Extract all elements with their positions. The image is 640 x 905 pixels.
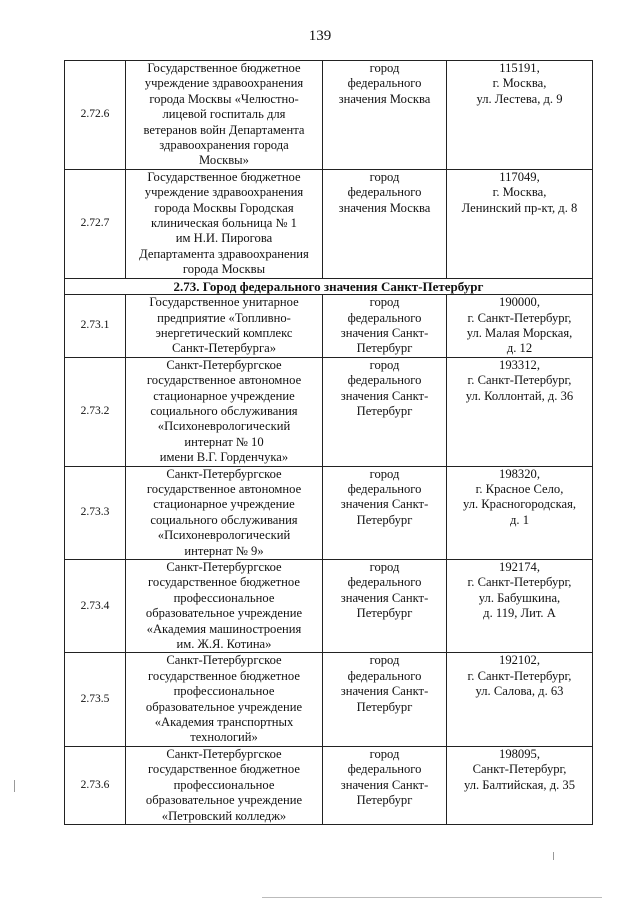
address-line: 198095, <box>499 746 540 761</box>
table-row <box>65 653 593 746</box>
scan-mark-left <box>14 780 15 792</box>
institution-name-line: интернат № 10 <box>184 434 264 449</box>
institution-name-line: стационарное учреждение <box>153 497 295 512</box>
region-name-line: значения Санкт- <box>340 777 429 792</box>
institution-name-line: им. Ж.Я. Котина» <box>176 637 272 652</box>
section-row <box>65 278 593 294</box>
row-number: 2.73.6 <box>65 746 126 824</box>
address-cell <box>447 357 593 466</box>
address-cell <box>447 295 593 358</box>
institution-name-line: государственное бюджетное <box>148 762 300 777</box>
region-name-line: город <box>369 357 400 372</box>
address-line: г. Красное Село, <box>475 481 564 496</box>
address-line: ул. Балтийская, д. 35 <box>463 777 576 792</box>
institution-name-line: стационарное учреждение <box>153 388 295 403</box>
region-name-line: значения Санкт- <box>340 388 429 403</box>
registry-table <box>64 60 593 825</box>
institution-name-line: Государственное унитарное <box>149 295 299 310</box>
institution-name-line: клиническая больница № 1 <box>151 216 297 231</box>
institution-name-line: Санкт-Петербургское <box>166 466 282 481</box>
table-row <box>65 466 593 559</box>
region-name-line: значения Санкт- <box>340 590 429 605</box>
region-name-cell <box>323 466 447 559</box>
page-number: 139 <box>308 28 332 44</box>
row-number: 2.73.5 <box>65 653 126 746</box>
region-name-line: значения Санкт- <box>340 684 429 699</box>
region-name-line: значения Москва <box>338 200 431 215</box>
institution-name-line: Санкт-Петербургское <box>166 746 282 761</box>
address-line: ул. Салова, д. 63 <box>475 684 564 699</box>
region-name-cell <box>323 61 447 170</box>
address-line: ул. Бабушкина, <box>478 590 561 605</box>
address-line: д. 12 <box>506 341 533 356</box>
row-number: 2.73.2 <box>65 357 126 466</box>
region-name-line: Петербург <box>356 403 413 418</box>
region-name-cell <box>323 169 447 278</box>
scan-mark-right <box>553 852 554 860</box>
region-name-cell <box>323 295 447 358</box>
region-name-cell <box>323 560 447 653</box>
address-cell <box>447 746 593 824</box>
region-name-cell <box>323 746 447 824</box>
institution-name-line: города Москвы «Челюстно- <box>149 91 299 106</box>
institution-name-line: города Москвы <box>182 262 266 277</box>
region-name-line: город <box>369 746 400 761</box>
table-row <box>65 61 593 170</box>
address-cell <box>447 169 593 278</box>
region-name-line: федерального <box>347 668 422 683</box>
address-line: 117049, <box>499 169 540 184</box>
address-line: г. Санкт-Петербург, <box>467 310 572 325</box>
region-name-line: федерального <box>347 373 422 388</box>
institution-name-line: профессиональное <box>173 684 275 699</box>
address-line: 115191, <box>499 61 540 75</box>
address-line: д. 1 <box>509 512 529 527</box>
institution-name-line: Санкт-Петербурга» <box>171 341 277 356</box>
table-row <box>65 746 593 824</box>
address-cell <box>447 653 593 746</box>
institution-name-line: Государственное бюджетное <box>147 61 301 75</box>
institution-name-line: технологий» <box>190 730 258 745</box>
address-line: 193312, <box>499 357 540 372</box>
institution-name-cell <box>126 169 323 278</box>
institution-name-cell <box>126 560 323 653</box>
institution-name-line: профессиональное <box>173 777 275 792</box>
row-number: 2.73.3 <box>65 466 126 559</box>
institution-name-line: Санкт-Петербургское <box>166 357 282 372</box>
institution-name-line: лицевой госпиталь для <box>162 107 286 122</box>
institution-name-line: ветеранов войн Департамента <box>143 122 305 137</box>
table-row <box>65 357 593 466</box>
address-line: 192174, <box>499 560 540 574</box>
address-cell <box>447 466 593 559</box>
region-name-cell <box>323 653 447 746</box>
institution-name-line: государственное автономное <box>146 481 302 496</box>
region-name-line: значения Санкт- <box>340 325 429 340</box>
institution-name-cell <box>126 746 323 824</box>
address-line: 192102, <box>499 653 540 668</box>
table-row <box>65 295 593 358</box>
table-row <box>65 169 593 278</box>
address-line: ул. Лестева, д. 9 <box>476 91 563 106</box>
region-name-line: город <box>369 653 400 668</box>
address-cell <box>447 61 593 170</box>
rows-moscow <box>65 61 593 279</box>
institution-name-line: «Петровский колледж» <box>161 808 287 823</box>
address-line: ул. Малая Морская, <box>466 325 573 340</box>
region-name-line: Петербург <box>356 606 413 621</box>
address-line: г. Санкт-Петербург, <box>467 668 572 683</box>
section-block <box>65 278 593 294</box>
address-line: ул. Коллонтай, д. 36 <box>465 388 574 403</box>
section-heading: 2.73. Город федерального значения Санкт-Петербург <box>65 278 593 294</box>
institution-name-line: государственное автономное <box>146 373 302 388</box>
institution-name-line: города Москвы Городская <box>154 200 294 215</box>
institution-name-line: государственное бюджетное <box>148 575 300 590</box>
region-name-line: Петербург <box>356 512 413 527</box>
row-number: 2.73.4 <box>65 560 126 653</box>
region-name-line: Петербург <box>356 341 413 356</box>
institution-name-line: им Н.И. Пирогова <box>175 231 273 246</box>
region-name-line: город <box>369 466 400 481</box>
address-line: г. Москва, <box>492 76 547 91</box>
institution-name-line: учреждение здравоохранения <box>144 76 304 91</box>
institution-name-line: социального обслуживания <box>150 512 298 527</box>
region-name-line: федерального <box>347 310 422 325</box>
region-name-line: город <box>369 560 400 574</box>
institution-name-line: здравоохранения города <box>159 138 289 153</box>
region-name-line: федерального <box>347 185 422 200</box>
institution-name-cell <box>126 61 323 170</box>
institution-name-line: профессиональное <box>173 590 275 605</box>
region-name-line: федерального <box>347 762 422 777</box>
institution-name-line: Санкт-Петербургское <box>166 560 282 574</box>
institution-name-line: Москвы» <box>199 153 249 168</box>
region-name-line: город <box>369 169 400 184</box>
institution-name-line: Санкт-Петербургское <box>166 653 282 668</box>
address-line: г. Санкт-Петербург, <box>467 373 572 388</box>
institution-name-line: социального обслуживания <box>150 403 298 418</box>
address-line: Санкт-Петербург, <box>472 762 567 777</box>
region-name-line: город <box>369 61 400 75</box>
institution-name-line: «Психоневрологический <box>157 419 291 434</box>
region-name-line: значения Санкт- <box>340 497 429 512</box>
institution-name-line: Государственное бюджетное <box>147 169 301 184</box>
institution-name-line: образовательное учреждение <box>145 606 303 621</box>
rows-saint-petersburg <box>65 295 593 825</box>
region-name-line: федерального <box>347 76 422 91</box>
institution-name-cell <box>126 357 323 466</box>
region-name-line: город <box>369 295 400 310</box>
table-row <box>65 560 593 653</box>
address-line: г. Санкт-Петербург, <box>467 575 572 590</box>
institution-name-line: образовательное учреждение <box>145 699 303 714</box>
row-number: 2.72.7 <box>65 169 126 278</box>
region-name-line: федерального <box>347 575 422 590</box>
institution-name-line: государственное бюджетное <box>148 668 300 683</box>
institution-name-line: «Академия машиностроения <box>146 621 302 636</box>
institution-name-line: энергетический комплекс <box>155 325 293 340</box>
institution-name-cell <box>126 653 323 746</box>
institution-name-line: интернат № 9» <box>184 543 264 558</box>
address-line: д. 119, Лит. А <box>483 606 556 621</box>
region-name-line: Петербург <box>356 699 413 714</box>
institution-name-line: учреждение здравоохранения <box>144 185 304 200</box>
institution-name-line: Департамента здравоохранения <box>139 246 309 261</box>
row-number: 2.72.6 <box>65 61 126 170</box>
institution-name-line: «Академия транспортных <box>154 715 294 730</box>
address-line: Ленинский пр-кт, д. 8 <box>461 200 578 215</box>
region-name-line: Петербург <box>356 793 413 808</box>
region-name-line: федерального <box>347 481 422 496</box>
institution-name-line: образовательное учреждение <box>145 793 303 808</box>
region-name-line: значения Москва <box>338 91 431 106</box>
region-name-cell <box>323 357 447 466</box>
institution-name-line: имени В.Г. Горденчука» <box>159 450 289 465</box>
row-number: 2.73.1 <box>65 295 126 358</box>
institution-name-line: предприятие «Топливно- <box>157 310 291 325</box>
address-line: ул. Красногородская, <box>462 497 577 512</box>
institution-name-line: «Психоневрологический <box>157 528 291 543</box>
institution-name-cell <box>126 466 323 559</box>
address-line: 198320, <box>499 466 540 481</box>
address-cell <box>447 560 593 653</box>
scan-line-bottom <box>262 897 602 898</box>
address-line: 190000, <box>499 295 540 310</box>
institution-name-cell <box>126 295 323 358</box>
address-line: г. Москва, <box>492 185 547 200</box>
